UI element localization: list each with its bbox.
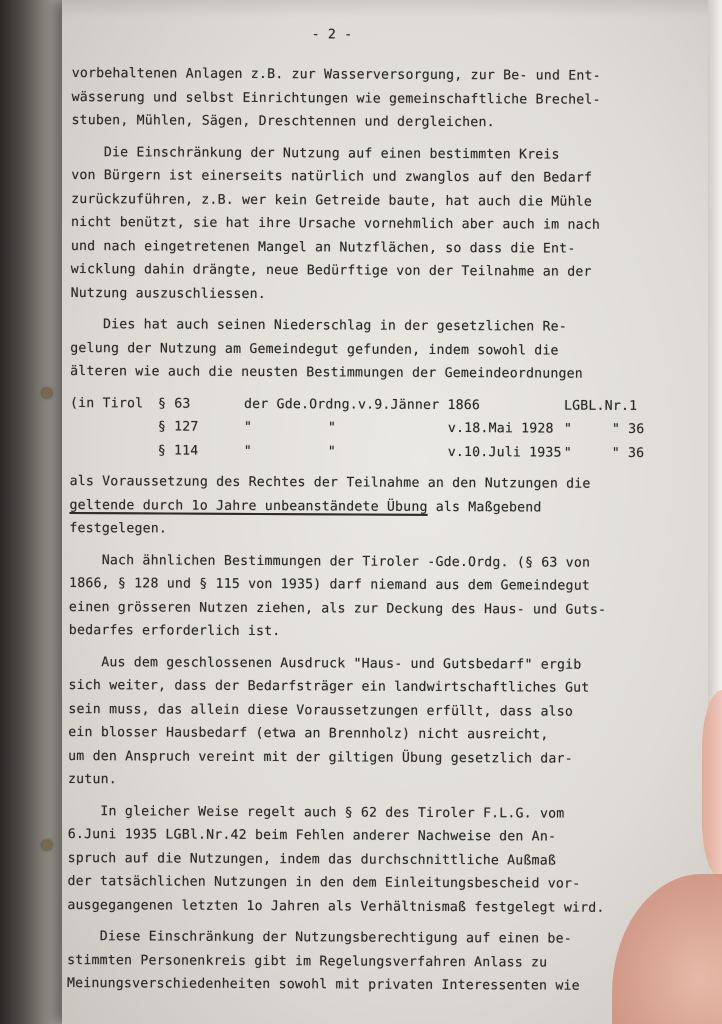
text-line: zurückzuführen, z.B. wer kein Getreide baute, hat auch die Mühle bbox=[71, 191, 593, 210]
page-number: - 2 - bbox=[311, 27, 353, 43]
text-line bbox=[69, 493, 699, 520]
law-cell: " 36 bbox=[611, 445, 645, 461]
text-line: vorbehaltenen Anlagen z.B. zur Wasserversorgung, zur Be- und Ent- bbox=[71, 65, 601, 84]
text-line: ausgegangenen letzten 1o Jahren als Verhältnismaß festgelegt wird. bbox=[67, 897, 605, 916]
paragraph-7 bbox=[67, 799, 698, 920]
law-cell bbox=[70, 438, 158, 462]
text-line: wässerung und selbst Einrichtungen wie gemeinschaftliche Brechel- bbox=[71, 89, 601, 108]
text-line: festgelegen. bbox=[69, 520, 168, 537]
text-line: gelung der Nutzung am Gemeindegut gefunden, indem sowohl die bbox=[70, 340, 559, 359]
law-cell: (in Tirol bbox=[69, 395, 144, 411]
left-page-edge bbox=[0, 0, 70, 1024]
text-line: nicht benützt, sie hat ihre Ursache vornehmlich aber auch im nach bbox=[70, 214, 601, 233]
text-line: Nach ähnlichen Bestimmungen der Tiroler -Gde.Ordg. (§ 63 von bbox=[69, 552, 591, 571]
text-line: 6.Juni 1935 LGBl.Nr.42 beim Fehlen anderer Nachweise den An- bbox=[67, 826, 557, 845]
text-line: 1866, § 128 und § 115 von 1935) darf niemand aus dem Gemeindegut bbox=[69, 575, 591, 594]
text-line: Dies hat auch seinen Niederschlag in der gesetzlichen Re- bbox=[70, 316, 567, 335]
binding-hole bbox=[42, 388, 52, 398]
text-line: stuben, Mühlen, Sägen, Dreschtennen und dergleichen. bbox=[71, 112, 495, 131]
binding-hole bbox=[42, 840, 52, 850]
text-line: älteren wie auch die neusten Bestimmungen der Gemeindeordnungen bbox=[70, 363, 584, 382]
underlined-phrase: geltende durch 1o Jahre unbeanständete Übung bbox=[69, 497, 428, 515]
text-line: ein blosser Hausbedarf (etwa an Brennholz) nicht ausreicht, bbox=[68, 724, 549, 743]
paragraph-6 bbox=[68, 650, 699, 794]
finger-edge bbox=[702, 690, 722, 880]
paragraph-8 bbox=[67, 925, 697, 999]
text-line: der tatsächlichen Nutzungen in den dem Einleitungsbescheid vor- bbox=[67, 873, 581, 892]
law-cell bbox=[70, 415, 158, 439]
text-line: stimmten Personenkreis gibt im Regelungsverfahren Anlass zu bbox=[67, 952, 548, 971]
text-line: Nutzung auszuschliessen. bbox=[70, 285, 266, 302]
text-line: sein muss, das allein diese Voraussetzungen erfüllt, dass also bbox=[68, 701, 574, 720]
law-cell: " bbox=[327, 443, 336, 459]
page-top-shadow bbox=[62, 0, 712, 18]
paragraph-3 bbox=[70, 313, 700, 387]
paragraph-5 bbox=[69, 548, 699, 645]
text-line: In gleicher Weise regelt auch § 62 des Tiroler F.L.G. vom bbox=[67, 803, 565, 822]
paragraph-2 bbox=[71, 140, 702, 308]
text-line: von Bürgern ist einerseits natürlich und zwanglos auf den Bedarf bbox=[71, 167, 593, 186]
text-line: spruch auf die Nutzungen, indem das durchschnittliche Außmaß bbox=[67, 850, 557, 869]
paragraph-4 bbox=[69, 470, 699, 544]
text-line: einen grösseren Nutzen ziehen, als zur Deckung des Haus- und Guts- bbox=[68, 599, 607, 618]
text-line: bedarfes erforderlich ist. bbox=[68, 622, 281, 640]
text-line: und nach eingetretenen Mangel an Nutzflächen, so dass die Ent- bbox=[70, 238, 576, 257]
law-cell: " bbox=[563, 421, 573, 437]
text-line: Aus dem geschlossenen Ausdruck "Haus- und Gutsbedarf" ergib bbox=[68, 654, 582, 673]
text-line: Die Einschränkung der Nutzung auf einen bestimmten Kreis bbox=[71, 144, 560, 163]
law-cell: § 127 bbox=[157, 419, 199, 435]
law-cell: " 36 bbox=[611, 421, 645, 438]
typewritten-text bbox=[67, 24, 702, 999]
law-cell: v.10.Juli 1935 bbox=[447, 444, 562, 461]
law-cell: " bbox=[243, 419, 253, 435]
law-references-table bbox=[70, 391, 700, 465]
text-line: als Voraussetzung des Rechtes der Teilnahme an den Nutzungen die bbox=[69, 473, 591, 492]
text-line: sich weiter, dass der Bedarfsträger ein landwirtschaftliches Gut bbox=[68, 677, 590, 696]
text-line: wicklung dahin drängte, neue Bedürftige von der Teilnahme an der bbox=[70, 261, 592, 280]
text-line: zutun. bbox=[68, 771, 117, 788]
law-cell: " bbox=[563, 445, 572, 461]
law-cell: der Gde.Ordng.v.9.Jänner 1866 bbox=[243, 396, 481, 413]
text-line: Meinungsverschiedenheiten sowohl mit privaten Interessenten wie bbox=[66, 975, 580, 994]
law-cell: § 63 bbox=[157, 395, 191, 412]
law-cell: § 114 bbox=[157, 442, 199, 459]
law-cell: LGBL.Nr.1 bbox=[563, 398, 638, 414]
law-cell: v.18.Mai 1928 bbox=[447, 420, 554, 437]
paragraph-1 bbox=[71, 62, 701, 136]
text-line: um den Anspruch vereint mit der giltigen Übung gesetzlich dar- bbox=[68, 748, 573, 767]
text-fragment: als Maßgebend bbox=[427, 499, 542, 515]
law-cell: " bbox=[243, 443, 252, 459]
law-cell: " bbox=[327, 420, 337, 436]
text-line: Diese Einschränkung der Nutzungsberechtigung auf einen be- bbox=[67, 928, 572, 947]
